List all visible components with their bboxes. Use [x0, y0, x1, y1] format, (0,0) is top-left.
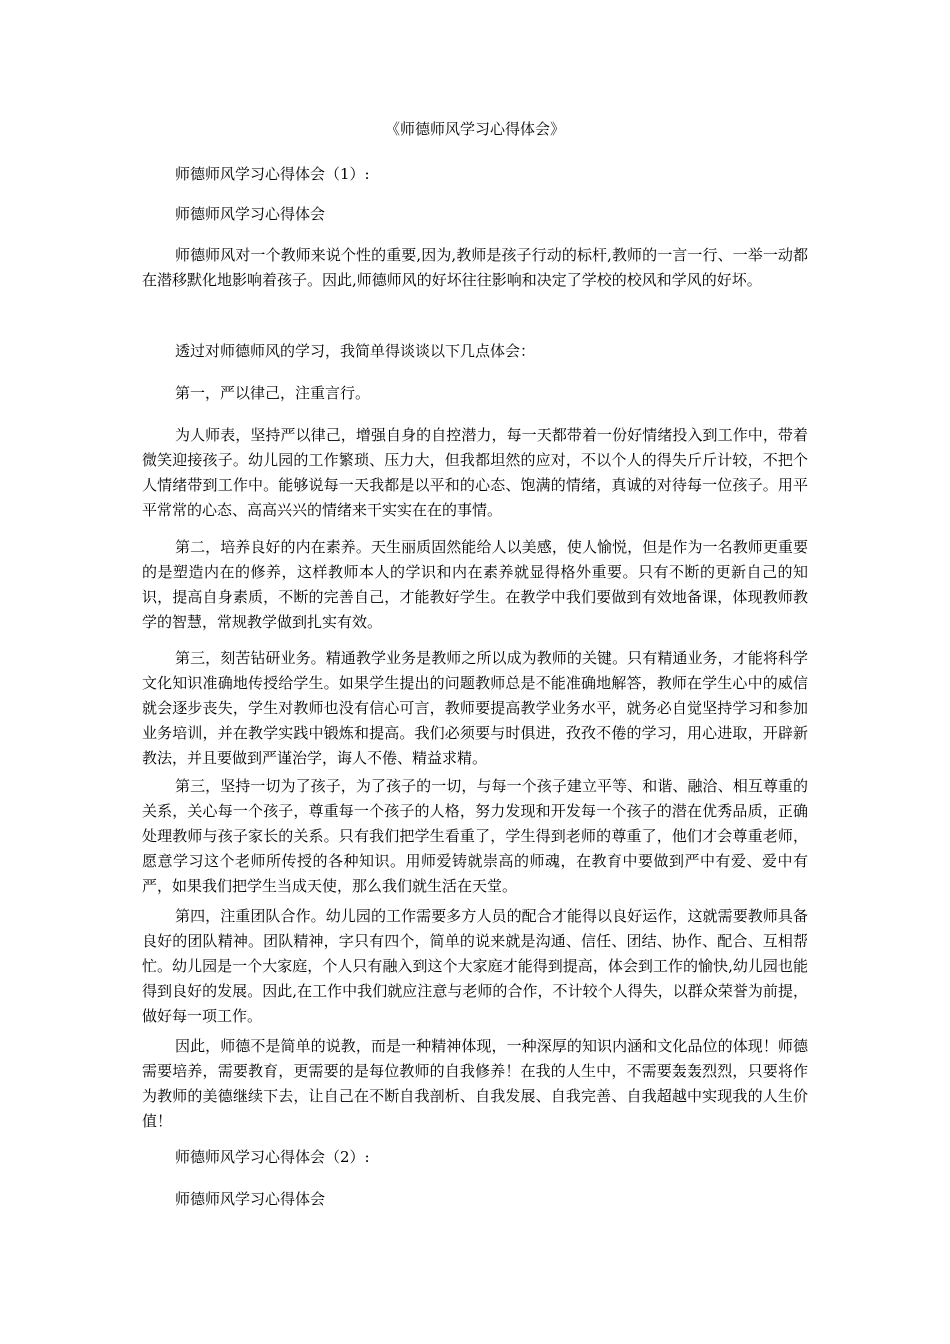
subheading-1: 师德师风学习心得体会 [175, 205, 326, 223]
paragraph-point-3b: 第三，坚持一切为了孩子，为了孩子的一切，与每一个孩子建立平等、和谐、融洽、相互尊重的关系，关心每一个孩子，尊重每一个孩子的人格，努力发现和开发每一个孩子的潜在优秀品质，正确处理教师与孩子家长的关系。只有我们把学生看重了，学生得到老师的尊重了，他们才会尊重老师，愿意学习这个老师所传授的各种知识。用师爱铸就崇高的师魂，在教育中要做到严中有爱、爱中有严，如果我们把学生当成天使，那么我们就生活在天堂。 [142, 777, 808, 895]
paragraph-point-1: 为人师表，坚持严以律己，增强自身的自控潜力，每一天都带着一份好情绪投入到工作中，带着微笑迎接孩子。幼儿园的工作繁琐、压力大，但我都坦然的应对，不以个人的得失斤斤计较，不把个人情绪带到工作中。能够说每一天我都是以平和的心态、饱满的情绪，真诚的对待每一位孩子。用平平常常的心态、高高兴兴的情绪来干实实在在的事情。 [142, 426, 808, 519]
point-1-heading: 第一，严以律己，注重言行。 [175, 384, 371, 402]
paragraph-points-lead: 透过对师德师风的学习，我简单得谈谈以下几点体会： [175, 342, 536, 360]
section-heading-1: 师德师风学习心得体会（1）: [175, 165, 370, 183]
subheading-2: 师德师风学习心得体会 [175, 1190, 326, 1208]
paragraph-point-2: 第二，培养良好的内在素养。天生丽质固然能给人以美感，使人愉悦，但是作为一名教师更重要的是塑造内在的修养，这样教师本人的学识和内在素养就显得格外重要。只有不断的更新自己的知识，提高自身素质，不断的完善自己，才能教好学生。在教学中我们要做到有效地备课，体现教师教学的智慧，常规教学做到扎实有效。 [142, 538, 808, 631]
section-heading-2: 师德师风学习心得体会（2）: [175, 1148, 370, 1166]
document-title: 《师德师风学习心得体会》 [384, 120, 565, 138]
paragraph-point-4: 第四，注重团队合作。幼儿园的工作需要多方人员的配合才能得以良好运作，这就需要教师具备良好的团队精神。团队精神，字只有四个，简单的说来就是沟通、信任、团结、协作、配合、互相帮忙。幼儿园是一个大家庭，个人只有融入到这个大家庭才能得到提高，体会到工作的愉快,幼儿园也能得到良好的发展。因此,在工作中我们就应注意与老师的合作，不计较个人得失，以群众荣誉为前提，做好每一项工作。 [142, 907, 808, 1025]
paragraph-conclusion: 因此，师德不是简单的说教，而是一种精神体现，一种深厚的知识内涵和文化品位的体现！师德需要培养，需要教育，更需要的是每位教师的自我修养！在我的人生中，不需要轰轰烈烈，只要将作为教师的美德继续下去，让自己在不断自我剖析、自我发展、自我完善、自我超越中实现我的人生价值！ [142, 1037, 808, 1130]
paragraph-intro: 师德师风对一个教师来说个性的重要,因为,教师是孩子行动的标杆,教师的一言一行、一举一动都在潜移默化地影响着孩子。因此,师德师风的好坏往往影响和决定了学校的校风和学风的好坏。 [142, 246, 808, 289]
paragraph-point-3a: 第三，刻苦钻研业务。精通教学业务是教师之所以成为教师的关键。只有精通业务，才能将科学文化知识准确地传授给学生。如果学生提出的问题教师总是不能准确地解答，教师在学生心中的威信就会逐步丧失，学生对教师也没有信心可言，教师要提高教学业务水平，就务必自觉坚持学习和参加业务培训，并在教学实践中锻炼和提高。我们必须要与时俱进，孜孜不倦的学习，用心进取，开辟新教法，并且要做到严谨治学，诲人不倦、精益求精。 [142, 649, 808, 767]
